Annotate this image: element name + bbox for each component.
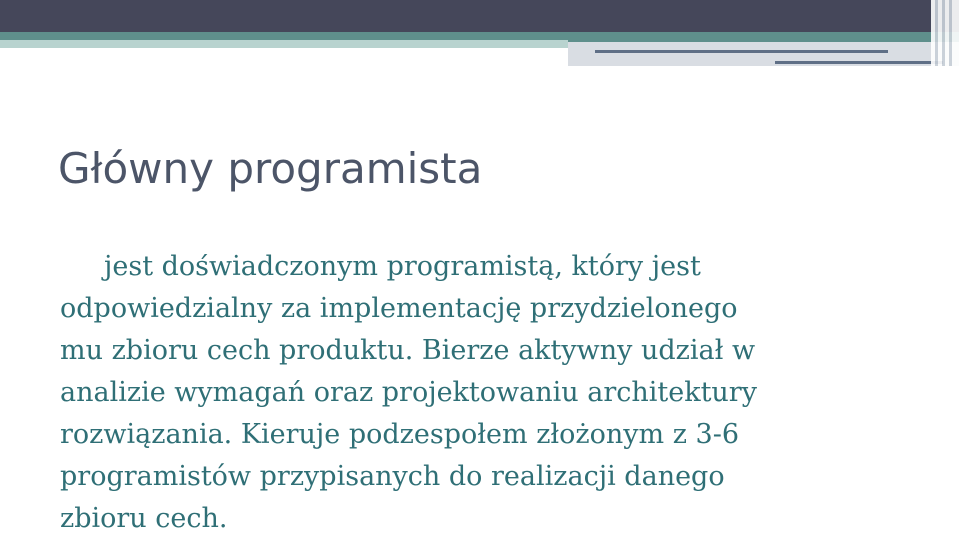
body-line: odpowiedzialny za implementację przydzielonego bbox=[60, 293, 738, 324]
body-line: rozwiązania. Kieruje podzespołem złożonym z 3-6 bbox=[60, 419, 740, 450]
body-line: programistów przypisanych do realizacji danego bbox=[60, 461, 725, 492]
body-line: analizie wymagań oraz projektowaniu architektury bbox=[60, 377, 757, 408]
slide-accent-line-top bbox=[595, 50, 888, 53]
slide-light-band bbox=[0, 40, 568, 48]
body-line: zbioru cech. bbox=[60, 503, 228, 534]
slide-edge-stripes bbox=[931, 0, 959, 66]
slide-accent-line-bottom bbox=[775, 61, 943, 64]
slide-body-text bbox=[60, 246, 920, 540]
slide-title: Główny programista bbox=[58, 144, 483, 193]
body-line: mu zbioru cech produktu. Bierze aktywny udział w bbox=[60, 335, 756, 366]
slide-top-bar bbox=[0, 0, 959, 32]
body-line: jest doświadczonym programistą, który jest bbox=[104, 251, 701, 282]
